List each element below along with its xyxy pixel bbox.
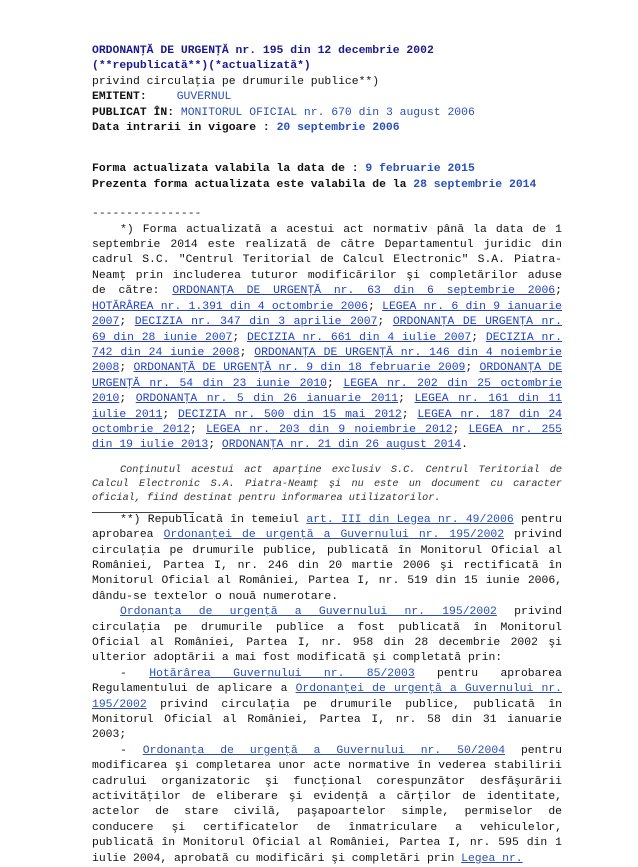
act-title: ORDONANŢĂ DE URGENŢĂ nr. 195 din 12 decembrie 2002 [92,45,434,57]
disclaimer-note: Conţinutul acestui act aparţine exclusiv S.C. Centrul Teritorial de Calcul Electronic S.A. Piatra-Neamţ şi nu este un document cu caracter oficial, fiind destinat pentru informarea utilizatorilor. [92,464,562,504]
paragraph-text: ; [162,408,178,421]
act-subject: privind circulaţia pe drumurile publice**) [92,75,380,88]
paragraph-text: ; [452,423,469,436]
paragraph-text: - [120,667,150,680]
act-reference-link[interactable]: LEGEA nr. 187 din 24 octombrie 2012 [92,408,563,436]
act-reference-link[interactable]: HOTĂRÂREA nr. 1.391 din 4 octombrie 2006 [92,300,369,313]
paragraph-text: . [461,439,468,452]
republication-paragraph [92,513,562,605]
published-value: MONITORUL OFICIAL nr. 670 din 3 august 2006 [180,106,475,119]
act-reference-link[interactable]: ORDONANŢA DE URGENŢA nr. 69 din 28 iunie 2007 [92,316,562,344]
current-form-label: Prezenta forma actualizata este valabila de la [92,178,414,191]
act-reference-link[interactable]: Legea nr. [461,852,523,865]
act-reference-link[interactable]: Ordonanţa de urgenţă a Guvernului nr. 195/2002 [120,606,497,619]
current-form-date: 28 septembrie 2014 [413,178,537,191]
separator-line: ---------------- [92,208,202,221]
published-label: PUBLICAT ÎN: [92,106,181,119]
act-status: (**republicată**)(*actualizată*) [92,60,311,73]
paragraph-text: *) Forma actualizată a acestui act normativ până la data de 1 septembrie 2014 este realizată de către Departamentul juridic din cadrul S.C. "Centrul Teritorial de Calcul Electronic" S.A. Piatra-Neamţ prin includerea tuturor modificărilor şi completărilor aduse de către: [92,223,562,298]
current-form-line [92,178,562,193]
paragraph-text: pentru aprobarea [92,513,562,542]
paragraph-text: **) Republicată în temeiul [120,513,307,526]
paragraph-text: ; [119,362,134,375]
act-reference-link[interactable]: DECIZIA nr. 661 din 4 iulie 2007 [247,331,472,344]
in-force-label: Data intrarii in vigoare : [92,122,277,135]
act-reference-link[interactable]: ORDONANŢĂ DE URGENŢĂ nr. 9 din 18 februarie 2009 [133,362,466,375]
paragraph-text: pentru aprobarea Regulamentului de aplicare a [92,667,562,696]
act-reference-link[interactable]: LEGEA nr. 255 din 19 iulie 2013 [92,423,562,452]
act-reference-link[interactable]: LEGEA nr. 202 din 25 octombrie 2010 [92,377,562,406]
act-reference-link[interactable]: LEGEA nr. 161 din 11 iulie 2011 [92,393,563,421]
valid-form-date: 9 februarie 2015 [365,163,475,176]
paragraph-text: privind circulaţia pe drumurile publice a fost publicată în Monitorul Oficial al României, Partea I, nr. 958 din 28 decembrie 2002 şi ulterior adoptării a mai fost modificată şi completată prin: [92,606,563,665]
paragraph-text: ; [239,346,255,359]
act-reference-link[interactable]: art. III din Legea nr. 49/2006 [306,513,514,526]
paragraph-text: pentru modificarea şi completarea unor acte normative în vederea stabilirii cadrului organizatoric şi funcţional corespunzător desfăşurării activităţilor de eliberare şi evidenţă a cărţilor de identitate, actelor de stare civilă, paşapoartelor simple, permiselor de conducere şi certificatelor de înmatriculare a vehiculelor, publicată în Monitorul Oficial al României, Partea I, nr. 595 din 1 iulie 2004, aprobată cu modificări şi completări prin [92,744,562,865]
act-reference-link[interactable]: DECIZIA nr. 742 din 24 iunie 2008 [92,331,562,359]
act-reference-link[interactable]: ORDONANŢA DE URGENŢĂ nr. 54 din 23 iunie 2010 [92,362,563,390]
act-reference-link[interactable]: LEGEA nr. 203 din 9 noiembrie 2012 [206,423,453,436]
publication-paragraph [92,605,562,667]
paragraph-text: ; [327,377,344,390]
act-reference-link[interactable]: Ordonanţa de urgenţă a Guvernului nr. 50/2004 [142,744,506,757]
paragraph-text: ; [555,285,562,298]
act-reference-link[interactable]: ORDONANŢA DE URGENŢĂ nr. 63 din 6 septembrie 2006 [172,285,556,298]
valid-form-label: Forma actualizata valabila la data de : [92,163,366,176]
act-reference-link[interactable]: ORDONANŢA nr. 5 din 26 ianuarie 2011 [135,393,399,406]
paragraph-text: privind circulaţia pe drumurile publice, publicată în Monitorul Oficial al României, Partea I, nr. 58 din 31 ianuarie 2003; [92,698,562,742]
paragraph-text: ; [119,316,135,329]
act-reference-link[interactable]: Ordonanţei de urgenţă a Guvernului nr. 195/2002 [92,683,563,711]
oug-item-paragraph [92,744,562,867]
in-force-date: 20 septembrie 2006 [276,122,400,135]
paragraph-text: ; [232,331,247,344]
issuer-label: EMITENT: [92,91,147,104]
act-reference-link[interactable]: DECIZIA nr. 347 din 3 aprilie 2007 [134,316,378,329]
issuer-value: GUVERNUL [176,91,232,104]
act-reference-link[interactable]: Hotărârea Guvernului nr. 85/2003 [149,667,415,680]
paragraph-text: - [120,744,143,757]
update-note-paragraph [92,223,562,454]
act-reference-link[interactable]: Ordonanţei de urgenţă a Guvernului nr. 195/2002 [163,529,505,542]
paragraph-text: ; [368,300,383,313]
published-line [92,106,562,121]
act-reference-link[interactable]: ORDONANŢA nr. 21 din 26 august 2014 [221,439,462,452]
paragraph-text: ; [377,316,393,329]
valid-form-line [92,162,562,177]
paragraph-text: ; [208,439,222,452]
paragraph-text: ; [190,423,207,436]
paragraph-text: ; [465,362,480,375]
paragraph-text: privind circulaţia pe drumurile publice, publicată în Monitorul Oficial al României, Partea I, nr. 246 din 20 martie 2006 şi rectificată în Monitorul Oficial al României, Partea I, nr. 519 din 15 iunie 2006, dându-se textelor o nouă numerotare. [92,529,563,603]
act-reference-link[interactable]: LEGEA nr. 6 din 9 ianuarie 2007 [92,300,563,329]
paragraph-text: ; [119,393,136,406]
paragraph-text: ; [471,331,486,344]
act-reference-link[interactable]: ORDONANŢA DE URGENŢĂ nr. 146 din 4 noiembrie 2008 [92,346,563,375]
hg-item-paragraph [92,667,562,744]
act-reference-link[interactable]: DECIZIA nr. 500 din 15 mai 2012 [178,408,402,421]
issuer-line [92,90,562,105]
paragraph-text: ; [401,408,418,421]
document-page [92,44,562,867]
paragraph-text: ; [398,393,415,406]
in-force-line [92,121,562,136]
